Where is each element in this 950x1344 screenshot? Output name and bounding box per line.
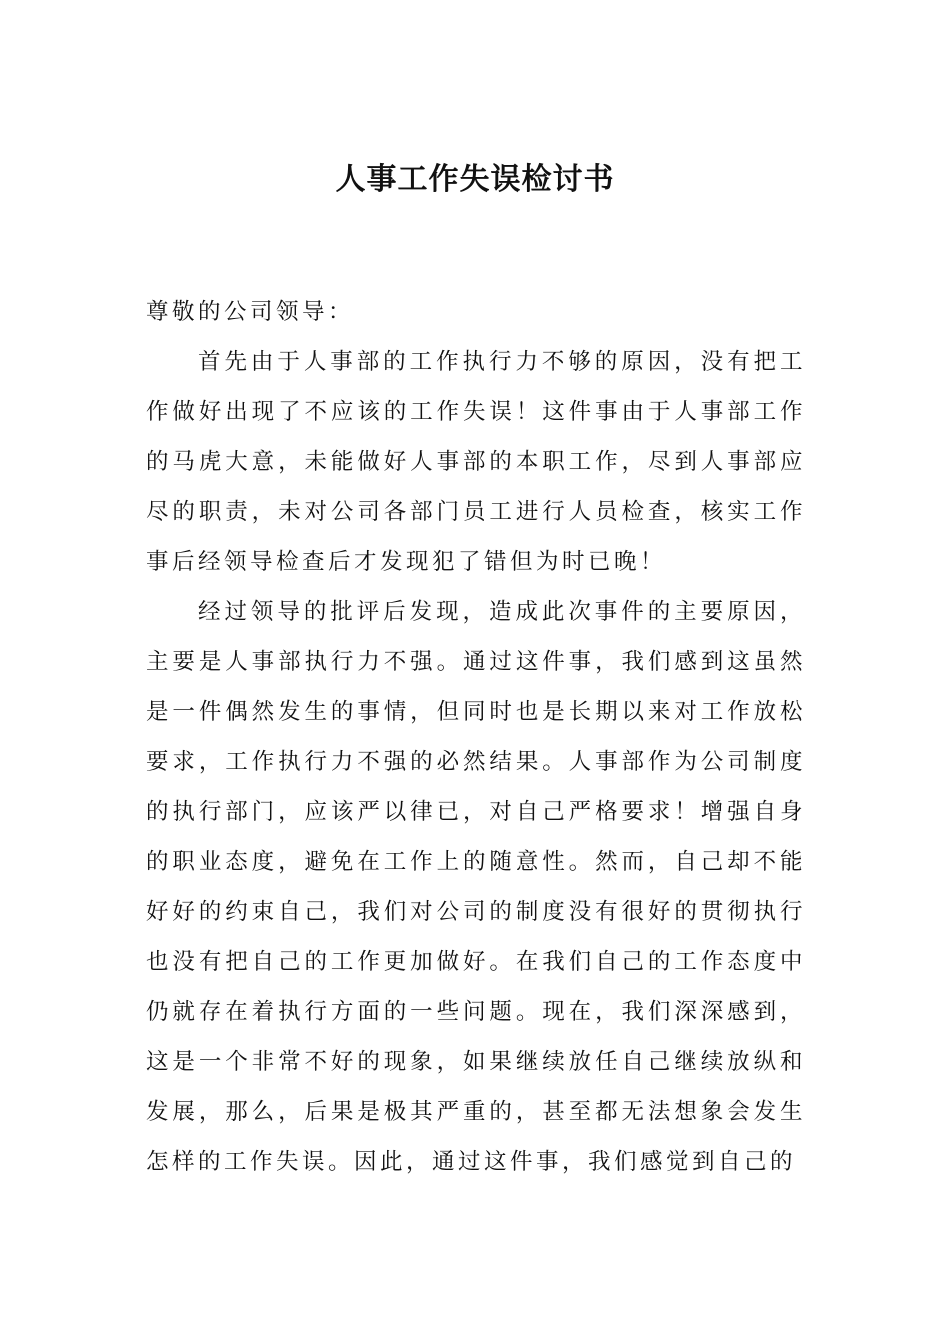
paragraph-2: 经过领导的批评后发现，造成此次事件的主要原因，主要是人事部执行力不强。通过这件事，我们感到这虽然是一件偶然发生的事情，但同时也是长期以来对工作放松要求，工作执行力不强的必然结果。人事部作为公司制度的执行部门，应该严以律已，对自己严格要求！增强自身的职业态度，避免在工作上的随意性。然而，自己却不能好好的约束自己，我们对公司的制度没有很好的贯彻执行也没有把自己的工作更加做好。在我们自己的工作态度中仍就存在着执行方面的一些问题。现在，我们深深感到，这是一个非常不好的现象，如果继续放任自己继续放纵和发展，那么，后果是极其严重的，甚至都无法想象会发生怎样的工作失误。因此，通过这件事，我们感觉到自己的 [146,599,806,1175]
document-body [146,287,806,1187]
salutation: 尊敬的公司领导： [146,299,355,325]
paragraph-1: 首先由于人事部的工作执行力不够的原因，没有把工作做好出现了不应该的工作失误！这件事由于人事部工作的马虎大意，未能做好人事部的本职工作，尽到人事部应尽的职责，未对公司各部门员工进行人员检查，核实工作事后经领导检查后才发现犯了错但为时已晚！ [146,349,806,575]
document-title: 人事工作失误检讨书 [335,162,615,197]
